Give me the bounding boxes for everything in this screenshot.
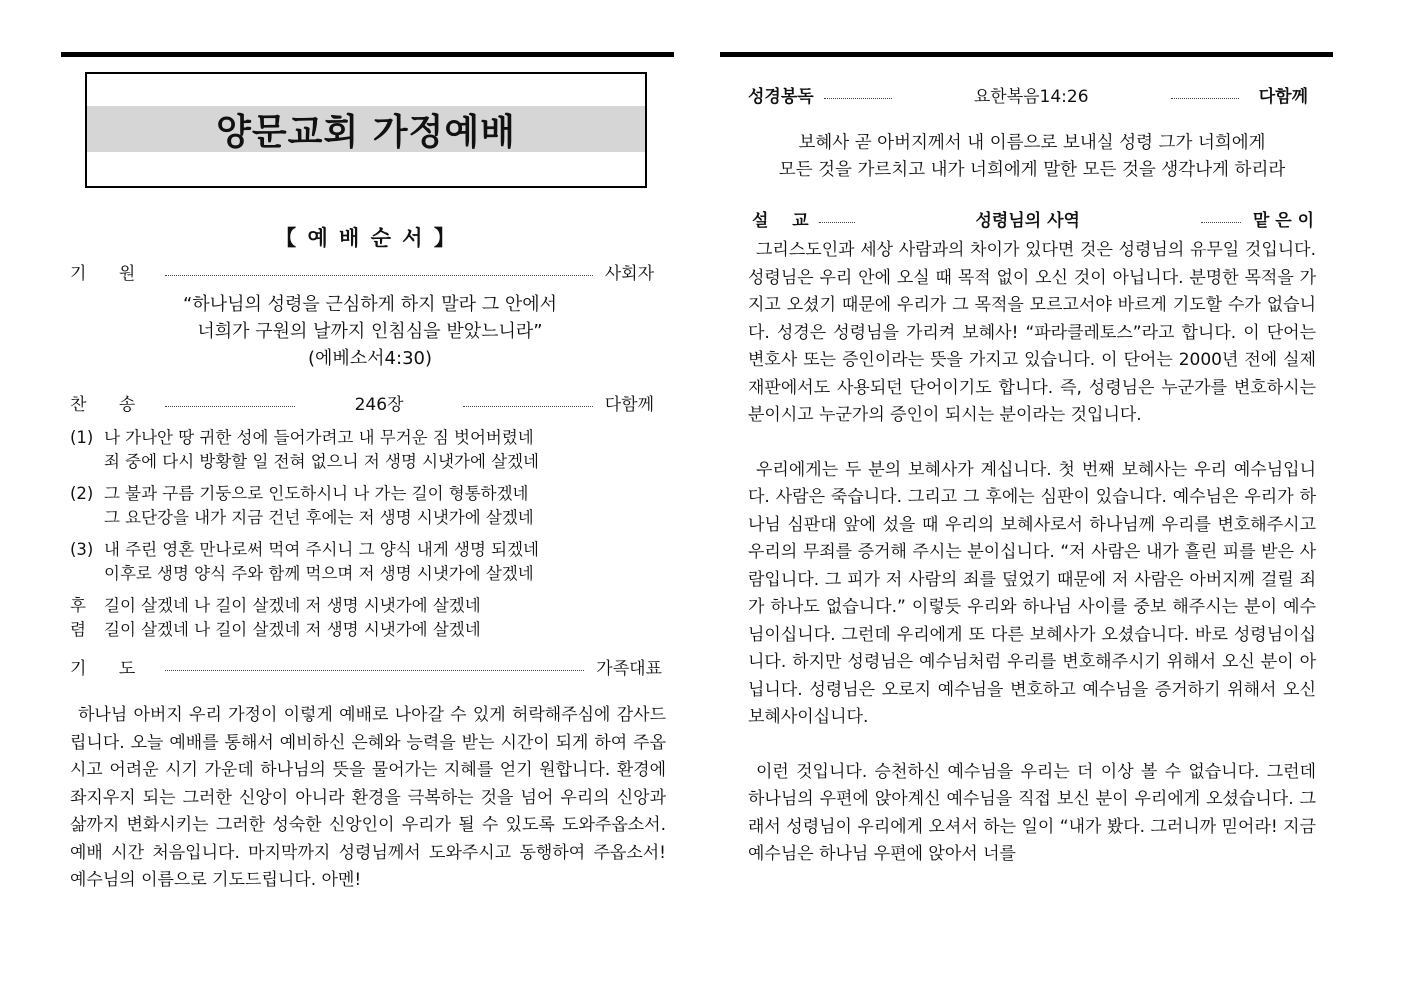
reading-label: 성경봉독	[748, 87, 814, 107]
lyric-line: 나 가나안 땅 귀한 성에 들어가려고 내 무거운 짐 벗어버렸네	[104, 428, 534, 447]
sermon-row	[752, 206, 1314, 231]
page-title: 양문교회 가정예배	[87, 106, 645, 152]
hymn-leader: 다함께	[604, 395, 654, 415]
reading-leader: 다함께	[1258, 87, 1308, 107]
left-top-rule	[61, 52, 674, 57]
invocation-verse-ref: (에베소서4:30)	[307, 348, 433, 369]
leader-dots	[165, 670, 584, 671]
hymn-row	[70, 390, 654, 415]
title-box	[85, 72, 647, 188]
prayer-text	[70, 702, 666, 922]
leader-dots	[165, 275, 592, 276]
leader-dots	[819, 222, 855, 223]
leader-dots	[824, 98, 892, 99]
sermon-preacher: 맡 은 이	[1252, 211, 1314, 231]
lyric-line: 그 요단강을 내가 지금 건넌 후에는 저 생명 시냇가에 살겠네	[104, 508, 534, 527]
sermon-label: 설 교	[752, 211, 809, 231]
lyric-line: 내 주린 영혼 만나로써 먹여 주시니 그 양식 내게 생명 되겠네	[104, 540, 539, 559]
invocation-label: 기 원	[70, 264, 136, 284]
hymn-verse	[70, 426, 630, 474]
prayer-row	[70, 654, 662, 679]
invocation-leader: 사회자	[604, 264, 654, 284]
prayer-leader: 가족대표	[596, 659, 662, 679]
prayer-paragraph: 하나님 아버지 우리 가정이 이렇게 예배로 나아갈 수 있게 허락해주심에 감사드립니다. 오늘 예배를 통해서 예비하신 은혜와 능력을 받는 시간이 되게 하여 주옵시고 어려운 시기 가운데 하나님의 뜻을 물어가는 지혜를 얻기 원합니다. 환경에 좌지우지 되는 그러한 신앙이 아니라 환경을 극복하는 것을 넘어 우리의 신앙과 삶까지 변화시키는 그러한 성숙한 신앙인이 우리가 될 수 있도록 도와주옵소서. 예배 시간 처음입니다. 마지막까지 성령님께서 도와주시고 동행하여 주옵소서! 예수님의 이름으로 기도드립니다. 아멘!	[70, 705, 666, 890]
hymn-verse	[70, 482, 630, 530]
leader-dots	[165, 406, 294, 407]
sermon-title: 성령님의 사역	[975, 211, 1080, 231]
lyric-line: 길이 살겠네 나 길이 살겠네 저 생명 시냇가에 살겠네	[104, 620, 481, 639]
sermon-body	[748, 237, 1316, 896]
reading-reference: 요한복음14:26	[973, 87, 1089, 107]
order-of-worship-heading: 【 예 배 순 서 】	[275, 226, 457, 250]
hymn-number: 246장	[354, 395, 404, 415]
lyric-line: 그 불과 구름 기둥으로 인도하시니 나 가는 길이 형통하겠네	[104, 484, 529, 503]
invocation-verse	[100, 291, 640, 372]
leader-dots	[1171, 98, 1239, 99]
leader-dots	[463, 406, 592, 407]
reading-verse-line: 모든 것을 가르치고 내가 너희에게 말한 모든 것을 생각나게 하리라	[778, 160, 1286, 180]
invocation-row	[70, 259, 654, 284]
hymn-refrain	[70, 594, 630, 642]
refrain-label: 후 렴	[70, 596, 86, 639]
sermon-paragraph: 이런 것입니다. 승천하신 예수님을 우리는 더 이상 볼 수 없습니다. 그런데 하나님의 우편에 앉아계신 예수님을 직접 보신 분이 우리에게 오셨습니다. 그래서 성령님이 우리에게 오셔서 하는 일이 “내가 봤다. 그러니까 믿어라! 지금 예수님은 하나님 우편에 앉아서 너를	[748, 761, 1316, 864]
right-top-rule	[720, 52, 1333, 57]
leader-dots	[1201, 222, 1241, 223]
sermon-paragraph: 그리스도인과 세상 사람과의 차이가 있다면 것은 성령님의 유무일 것입니다. 성령님은 우리 안에 오실 때 목적 없이 오신 것이 아닙니다. 분명한 목적을 가지고 오셨기 때문에 우리가 그 목적을 모르고서야 바르게 기도할 수가 없습니다. 성경은 성령님을 가리켜 보혜사! “파라클레토스”라고 합니다. 이 단어는 변호사 또는 증인이라는 뜻을 가지고 있습니다. 이 단어는 2000년 전에 실제 재판에서도 사용되던 단어이기도 합니다. 즉, 성령님은 누군가를 변호하시는 분이시고 누군가의 증인이 되시는 분이라는 것입니다.	[748, 240, 1316, 425]
reading-row	[748, 82, 1308, 107]
sermon-paragraph: 우리에게는 두 분의 보혜사가 계십니다. 첫 번째 보혜사는 우리 예수님입니다. 사람은 죽습니다. 그리고 그 후에는 심판이 있습니다. 예수님은 우리가 하나님 심판대 앞에 섰을 때 우리의 보혜사로서 하나님께 우리를 변호해주시고 우리의 무죄를 증거해 주시는 분이십니다. “저 사람은 내가 흘린 피를 받은 사람입니다. 그 피가 저 사람의 죄를 덮었기 때문에 저 사람은 아버지께 걸릴 죄가 하나도 없습니다.” 이렇듯 우리와 하나님 사이를 중보 해주시는 분이 예수님이십니다. 그런데 우리에게 또 다른 보혜사가 오셨습니다. 바로 성령님이십니다. 하지만 성령님은 예수님처럼 우리를 변호해주시기 위해서 오신 분이 아닙니다. 성령님은 오로지 예수님을 변호하고 예수님을 증거하기 위해서 오신 보혜사이십니다.	[748, 459, 1316, 727]
hymn-label: 찬 송	[70, 395, 136, 415]
reading-verse	[748, 130, 1316, 184]
verse-number: (1)	[70, 428, 94, 447]
verse-number: (3)	[70, 540, 94, 559]
lyric-line: 죄 중에 다시 방황할 일 전혀 없으니 저 생명 시냇가에 살겠네	[104, 452, 539, 471]
lyric-line: 길이 살겠네 나 길이 살겠네 저 생명 시냇가에 살겠네	[104, 596, 481, 615]
invocation-verse-line: 너희가 구원의 날까지 인침심을 받았느니라”	[197, 321, 543, 342]
verse-number: (2)	[70, 484, 94, 503]
hymn-lyrics	[70, 426, 630, 650]
hymn-verse	[70, 538, 630, 586]
reading-verse-line: 보혜사 곧 아버지께서 내 이름으로 보내실 성령 그가 너희에게	[798, 133, 1266, 153]
prayer-label: 기 도	[70, 659, 136, 679]
invocation-verse-line: “하나님의 성령을 근심하게 하지 말라 그 안에서	[182, 294, 558, 315]
lyric-line: 이후로 생명 양식 주와 함께 먹으며 저 생명 시냇가에 살겠네	[104, 564, 534, 583]
